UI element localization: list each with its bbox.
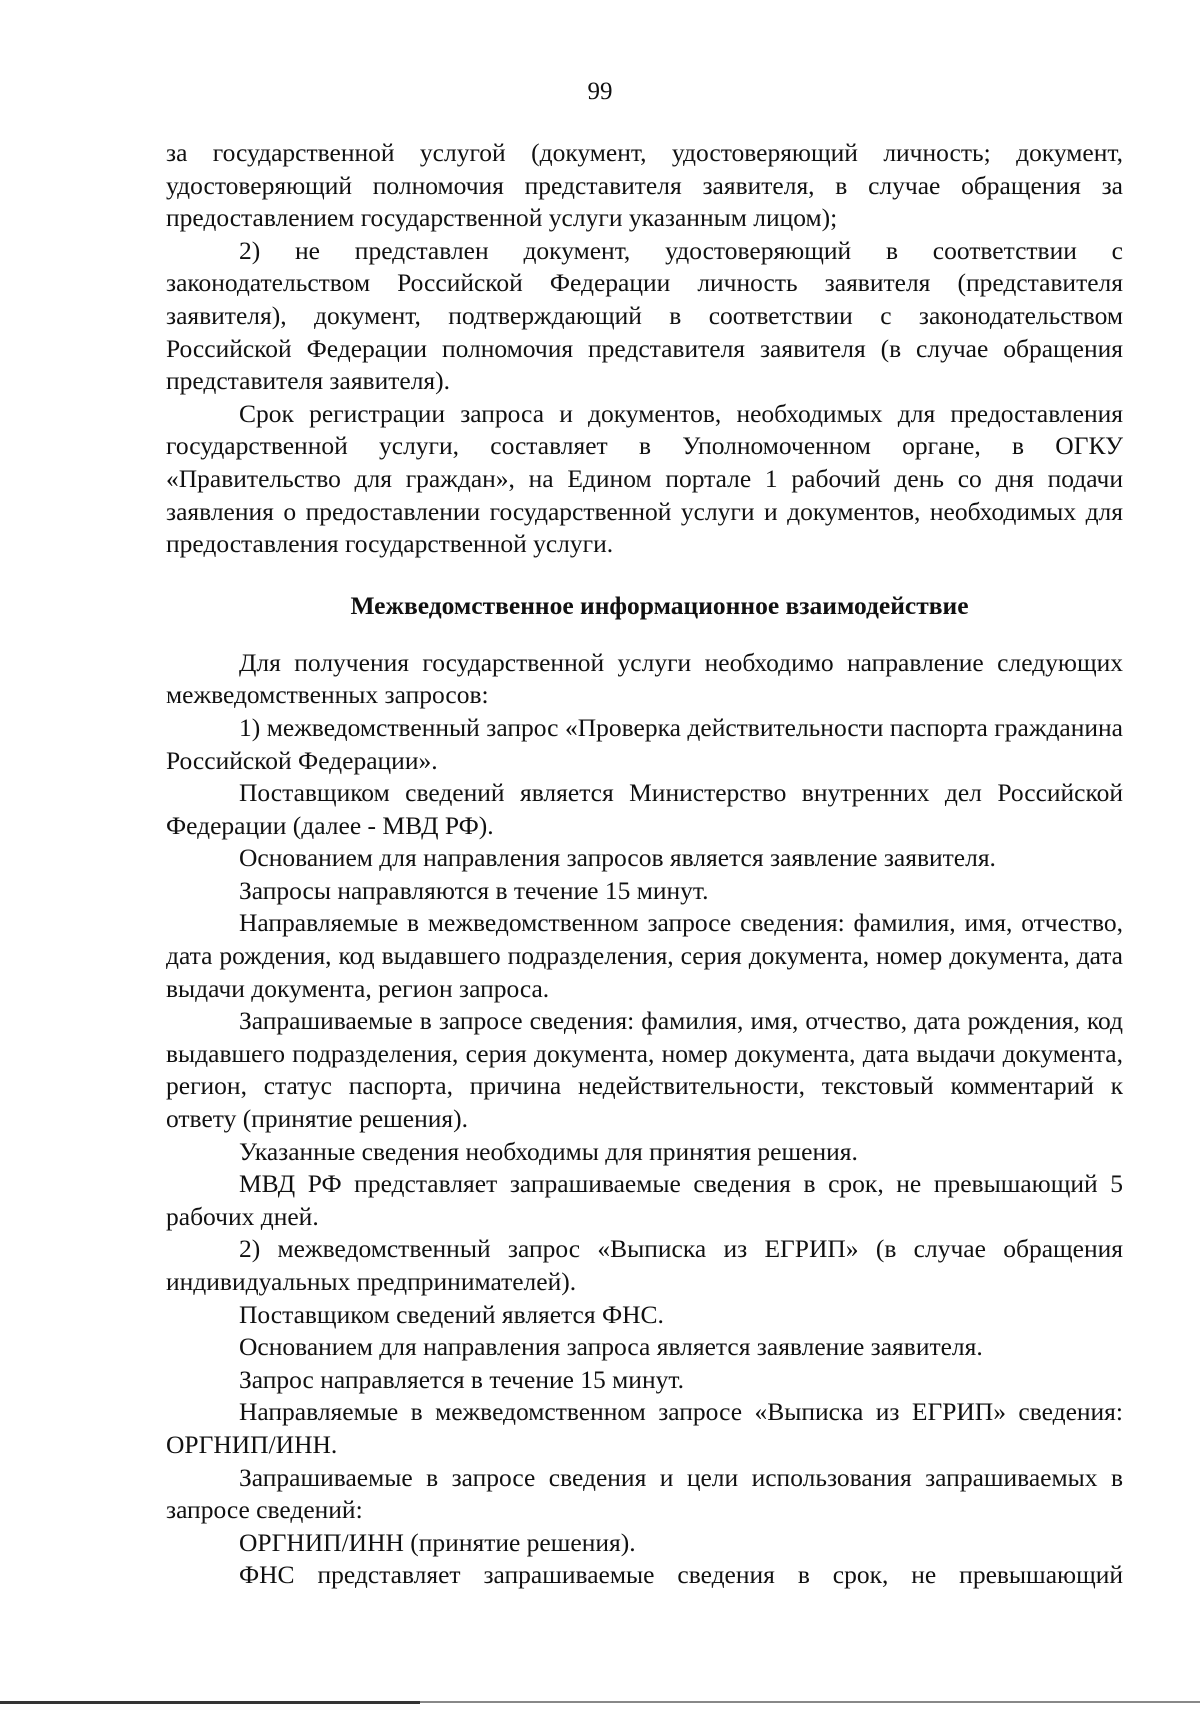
paragraph: Для получения государственной услуги необходимо направление следующих межведомственных запросов:: [166, 647, 1123, 710]
document-body: [166, 137, 1123, 1592]
paragraphs-bottom: [166, 647, 1123, 1592]
paragraph: Направляемые в межведомственном запросе «Выписка из ЕГРИП» сведения: ОРГНИП/ИНН.: [166, 1397, 1123, 1459]
paragraph: 1) межведомственный запрос «Проверка действительности паспорта гражданина Российской Федерации».: [166, 712, 1123, 775]
paragraph: МВД РФ представляет запрашиваемые сведения в срок, не превышающий 5 рабочих дней.: [166, 1169, 1123, 1231]
paragraph: Указанные сведения необходимы для принятия решения.: [239, 1136, 858, 1166]
paragraph: Поставщиком сведений является Министерство внутренних дел Российской Федерации (далее - МВД РФ).: [166, 778, 1123, 840]
paragraph: 2) не представлен документ, удостоверяющий в соответствии с законодательством Российской Федерации личность заявителя (представителя заявителя), документ, подтверждающий в соответствии с законодательством Российской Федерации полномочия представителя заявителя (в случае обращения представителя заявителя).: [166, 235, 1123, 396]
paragraphs-top: [166, 137, 1123, 561]
paragraph: Основанием для направления запроса является заявление заявителя.: [239, 1332, 983, 1362]
paragraph: за государственной услугой (документ, удостоверяющий личность; документ, удостоверяющий полномочия представителя заявителя, в случае обращения за предоставлением государственной услуги указанным лицом);: [166, 138, 1123, 233]
paragraph: Запрос направляется в течение 15 минут.: [239, 1364, 684, 1394]
paragraph: Запрашиваемые в запросе сведения и цели использования запрашиваемых в запросе сведений:: [166, 1462, 1123, 1525]
page-number: 99: [587, 78, 613, 105]
paragraph: ОРГНИП/ИНН (принятие решения).: [239, 1527, 636, 1557]
paragraph: Запрашиваемые в запросе сведения: фамилия, имя, отчество, дата рождения, код выдавшего подразделения, серия документа, номер документа, дата выдачи документа, регион, статус паспорта, причина недействительности, текстовый комментарий к ответу (принятие решения).: [166, 1006, 1123, 1134]
section-heading: Межведомственное информационное взаимодействие: [350, 590, 969, 620]
paragraph: 2) межведомственный запрос «Выписка из ЕГРИП» (в случае обращения индивидуальных предпринимателей).: [166, 1234, 1123, 1296]
paragraph: Поставщиком сведений является ФНС.: [239, 1299, 664, 1329]
paragraph: Запросы направляются в течение 15 минут.: [239, 875, 709, 905]
paragraph: Направляемые в межведомственном запросе сведения: фамилия, имя, отчество, дата рождения, код выдавшего подразделения, серия документа, номер документа, дата выдачи документа, регион запроса.: [166, 908, 1123, 1003]
paragraph: Срок регистрации запроса и документов, необходимых для предоставления государственной услуги, составляет в Уполномоченном органе, в ОГКУ «Правительство для граждан», на Едином портале 1 рабочий день со дня подачи заявления о предоставлении государственной услуги и документов, необходимых для предоставления государственной услуги.: [166, 398, 1123, 559]
paragraph: Основанием для направления запросов является заявление заявителя.: [239, 843, 996, 873]
paragraph: ФНС представляет запрашиваемые сведения в срок, не превышающий: [239, 1560, 1123, 1590]
scan-edge-line-dark: [0, 1701, 420, 1704]
